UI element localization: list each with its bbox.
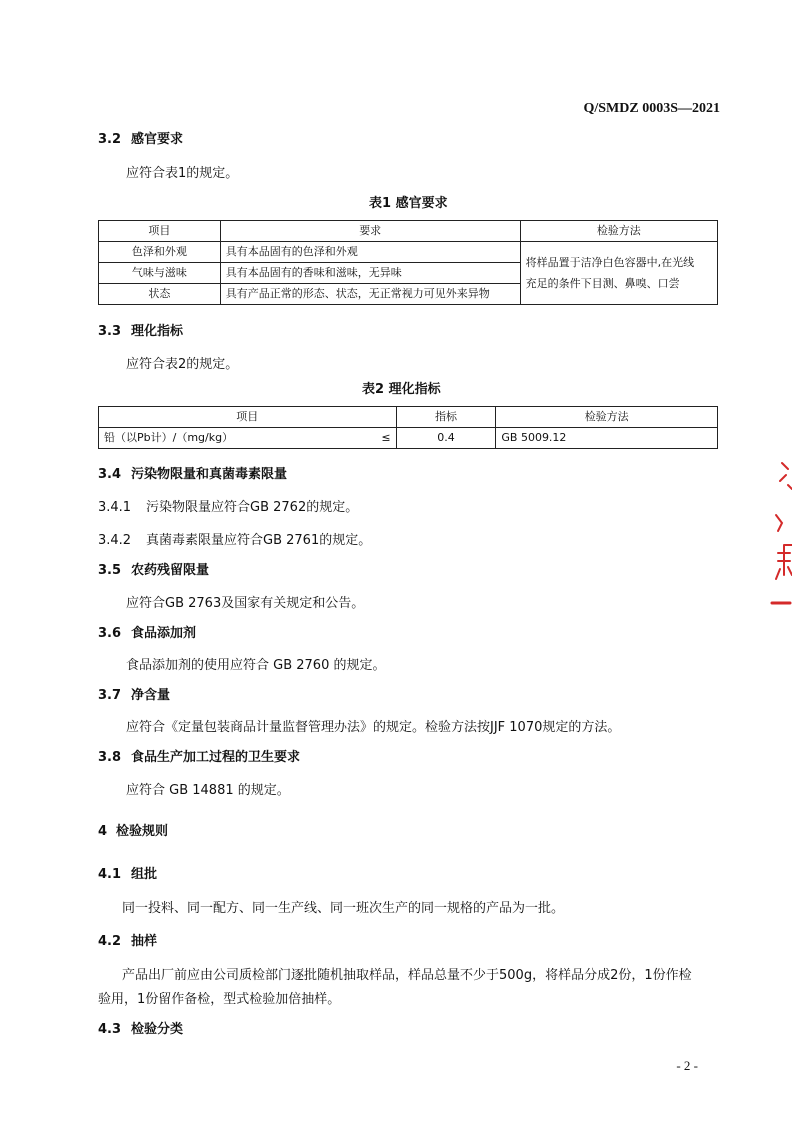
table1-sensory — [98, 220, 718, 305]
section-title: 感官要求 — [131, 132, 184, 147]
section-3-2-text: 应符合表1的规定。 — [126, 166, 239, 181]
table-row — [99, 428, 718, 449]
section-number: 4 — [98, 824, 108, 839]
table-cell-requirement: 具有本品固有的香味和滋味，无异味 — [220, 263, 520, 284]
section-4-2-text-line1: 产品出厂前应由公司质检部门逐批随机抽取样品，样品总量不少于500g，将样品分成2份，1份作检 — [122, 968, 692, 983]
standard-code: Q/SMDZ 0003S—2021 — [583, 101, 720, 116]
table2-physicochemical — [98, 406, 718, 449]
table-cell-value: 0.4 — [396, 428, 496, 449]
table-cell-item: 色泽和外观 — [99, 242, 221, 263]
section-number: 4.1 — [98, 867, 122, 882]
section-3-2-heading — [98, 128, 183, 147]
table-header-cell: 检验方法 — [520, 221, 717, 242]
section-3-4-heading — [98, 463, 287, 482]
table-header-cell: 指标 — [396, 407, 496, 428]
section-3-7-text: 应符合《定量包装商品计量监督管理办法》的规定。检验方法按JJF 1070规定的方法。 — [126, 720, 621, 735]
table-cell-item: 状态 — [99, 284, 221, 305]
chapter-4-heading — [98, 820, 168, 839]
section-number: 3.4.2 — [98, 533, 132, 548]
table-cell-item: 气味与滋味 — [99, 263, 221, 284]
section-number: 3.8 — [98, 750, 122, 765]
table-header-cell: 项目 — [99, 221, 221, 242]
section-3-3-heading — [98, 320, 183, 339]
table-header-row — [99, 407, 718, 428]
method-line: 充足的条件下目测、鼻嗅、口尝 — [525, 277, 680, 290]
section-title: 组批 — [131, 867, 158, 882]
section-text: 污染物限量应符合GB 2762的规定。 — [146, 500, 359, 515]
section-number: 3.7 — [98, 688, 122, 703]
section-title: 检验规则 — [116, 824, 169, 839]
section-title: 污染物限量和真菌毒素限量 — [131, 467, 288, 482]
method-line: 将样品置于洁净白色容器中,在光线 — [525, 256, 695, 269]
page-number: - 2 - — [676, 1058, 698, 1073]
section-3-8-text: 应符合 GB 14881 的规定。 — [126, 783, 290, 798]
section-title: 食品生产加工过程的卫生要求 — [131, 750, 301, 765]
section-title: 食品添加剂 — [131, 626, 197, 641]
section-title: 净含量 — [131, 688, 171, 703]
section-4-1-heading — [98, 863, 157, 882]
table-cell-requirement: 具有产品正常的形态、状态，无正常视力可见外来异物 — [220, 284, 520, 305]
section-number: 3.4 — [98, 467, 122, 482]
section-4-3-heading — [98, 1018, 183, 1037]
section-title: 农药残留限量 — [131, 563, 210, 578]
less-equal-symbol: ≤ — [381, 431, 391, 444]
table-cell-requirement: 具有本品固有的色泽和外观 — [220, 242, 520, 263]
section-3-7-heading — [98, 684, 170, 703]
section-text: 真菌毒素限量应符合GB 2761的规定。 — [146, 533, 372, 548]
table-header-cell: 项目 — [99, 407, 397, 428]
section-3-8-heading — [98, 746, 300, 765]
section-number: 3.4.1 — [98, 500, 132, 515]
section-3-5-heading — [98, 559, 209, 578]
red-seal-fragment — [768, 445, 792, 625]
table-header-cell: 检验方法 — [496, 407, 718, 428]
section-4-2-text-line2: 验用，1份留作备检，型式检验加倍抽样。 — [98, 992, 341, 1007]
section-number: 3.3 — [98, 324, 122, 339]
section-title: 理化指标 — [131, 324, 184, 339]
section-number: 3.2 — [98, 132, 122, 147]
section-3-4-1 — [98, 496, 358, 515]
section-3-5-text: 应符合GB 2763及国家有关规定和公告。 — [126, 596, 365, 611]
section-number: 3.5 — [98, 563, 122, 578]
table-cell-item — [99, 428, 397, 449]
table-cell-method: GB 5009.12 — [496, 428, 718, 449]
table-header-row — [99, 221, 718, 242]
section-4-1-text: 同一投料、同一配方、同一生产线、同一班次生产的同一规格的产品为一批。 — [122, 901, 565, 916]
section-title: 抽样 — [131, 934, 158, 949]
table1-caption: 表1 感官要求 — [369, 196, 448, 211]
table2-caption: 表2 理化指标 — [362, 382, 441, 397]
section-3-3-text: 应符合表2的规定。 — [126, 357, 239, 372]
section-number: 4.3 — [98, 1022, 122, 1037]
section-title: 检验分类 — [131, 1022, 184, 1037]
section-3-6-text: 食品添加剂的使用应符合 GB 2760 的规定。 — [126, 658, 386, 673]
section-number: 3.6 — [98, 626, 122, 641]
table-cell-method — [520, 242, 717, 305]
table-header-cell: 要求 — [220, 221, 520, 242]
section-3-6-heading — [98, 622, 196, 641]
section-4-2-heading — [98, 930, 157, 949]
section-number: 4.2 — [98, 934, 122, 949]
item-label: 铅（以Pb计）/（mg/kg） — [104, 431, 234, 444]
section-3-4-2 — [98, 529, 371, 548]
table-row — [99, 242, 718, 263]
